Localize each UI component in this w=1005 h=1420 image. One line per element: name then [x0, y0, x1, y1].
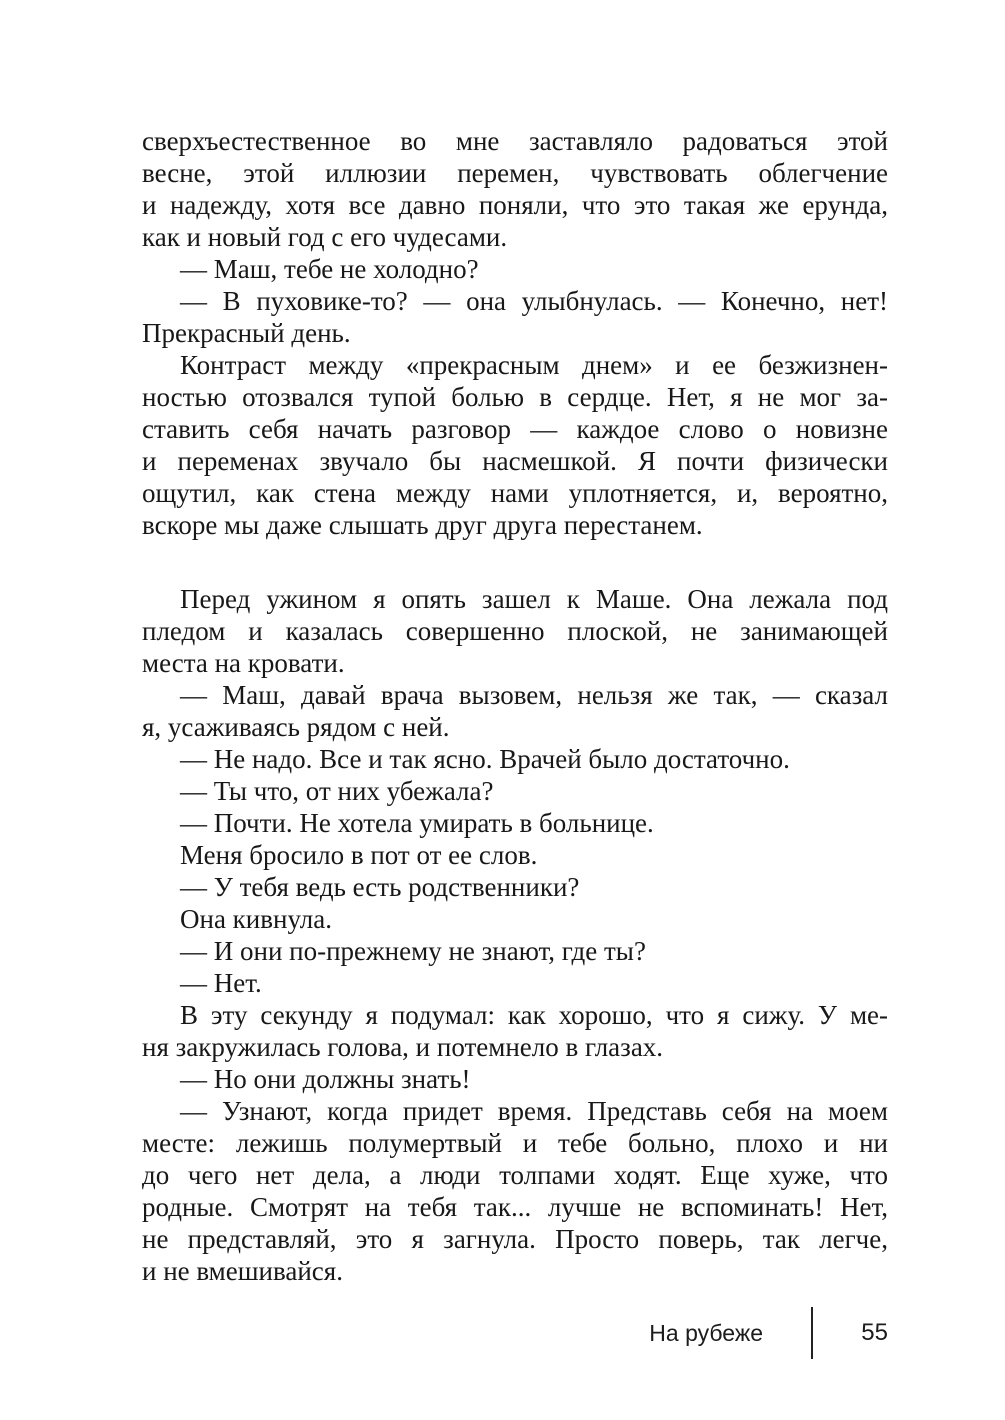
paragraph: [142, 253, 888, 285]
text-line: Прекрасный день.: [142, 318, 351, 348]
text-line: Перед ужином я опять зашел к Маше. Она лежала под: [180, 584, 888, 614]
paragraph: [142, 1095, 888, 1287]
paragraph: [142, 807, 888, 839]
paragraph: [142, 903, 888, 935]
paragraph: [142, 999, 888, 1063]
text-line: — Нет.: [180, 968, 262, 998]
text-line: — Маш, давай врача вызовем, нельзя же так, — сказал: [180, 680, 888, 710]
text-line: — В пуховике-то? — она улыбнулась. — Конечно, нет!: [180, 286, 888, 316]
text-line: родные. Смотрят на тебя так... лучше не вспоминать! Нет,: [142, 1192, 888, 1222]
page-text: [142, 125, 888, 1287]
text-line: пледом и казалась совершенно плоской, не занимающей: [142, 616, 888, 646]
text-line: как и новый год с его чудесами.: [142, 222, 508, 252]
text-line: вскоре мы даже слышать друг друга перестанем.: [142, 510, 703, 540]
text-line: В эту секунду я подумал: как хорошо, что я сижу. У ме-: [180, 1000, 888, 1030]
text-line: не представляй, это я загнула. Просто поверь, так легче,: [142, 1224, 888, 1254]
page-number: 55: [861, 1319, 888, 1346]
text-line: Контраст между «прекрасным днем» и ее безжизнен-: [180, 350, 888, 380]
text-line: — Но они должны знать!: [180, 1064, 471, 1094]
text-line: — У тебя ведь есть родственники?: [180, 872, 580, 902]
text-line: я, усаживаясь рядом с ней.: [142, 712, 450, 742]
text-line: — Узнают, когда придет время. Представь себя на моем: [180, 1096, 888, 1126]
page-footer: [649, 1307, 888, 1359]
footer-chapter-title: На рубеже: [649, 1319, 763, 1346]
paragraph: [142, 125, 888, 253]
footer-divider: [811, 1307, 813, 1359]
paragraph: [142, 743, 888, 775]
text-line: — Не надо. Все и так ясно. Врачей было достаточно.: [180, 744, 790, 774]
text-line: сверхъестественное во мне заставляло радоваться этой: [142, 126, 888, 156]
text-line: и надежду, хотя все давно поняли, что это такая же ерунда,: [142, 190, 888, 220]
text-line: месте: лежишь полумертвый и тебе больно, плохо и ни: [142, 1128, 888, 1158]
text-line: до чего нет дела, а люди толпами ходят. Еще хуже, что: [142, 1160, 888, 1190]
text-line: и не вмешивайся.: [142, 1256, 343, 1286]
paragraph: [142, 583, 888, 679]
text-line: — И они по-прежнему не знают, где ты?: [180, 936, 646, 966]
text-line: весне, этой иллюзии перемен, чувствовать облегчение: [142, 158, 888, 188]
text-line: и переменах звучало бы насмешкой. Я почти физически: [142, 446, 888, 476]
text-line: ностью отозвался тупой болью в сердце. Нет, я не мог за-: [142, 382, 888, 412]
paragraph: [142, 349, 888, 541]
paragraph: [142, 935, 888, 967]
text-line: ощутил, как стена между нами уплотняется, и, вероятно,: [142, 478, 888, 508]
paragraph: [142, 679, 888, 743]
text-line: — Почти. Не хотела умирать в больнице.: [180, 808, 654, 838]
paragraph: [142, 967, 888, 999]
paragraph: [142, 839, 888, 871]
text-line: ставить себя начать разговор — каждое слово о новизне: [142, 414, 888, 444]
text-line: — Маш, тебе не холодно?: [180, 254, 479, 284]
paragraph: [142, 285, 888, 349]
paragraph: [142, 775, 888, 807]
text-line: места на кровати.: [142, 648, 345, 678]
text-line: Меня бросило в пот от ее слов.: [180, 840, 538, 870]
paragraph: [142, 871, 888, 903]
text-line: — Ты что, от них убежала?: [180, 776, 494, 806]
text-line: Она кивнула.: [180, 904, 332, 934]
paragraph: [142, 1063, 888, 1095]
text-line: ня закружилась голова, и потемнело в глазах.: [142, 1032, 664, 1062]
